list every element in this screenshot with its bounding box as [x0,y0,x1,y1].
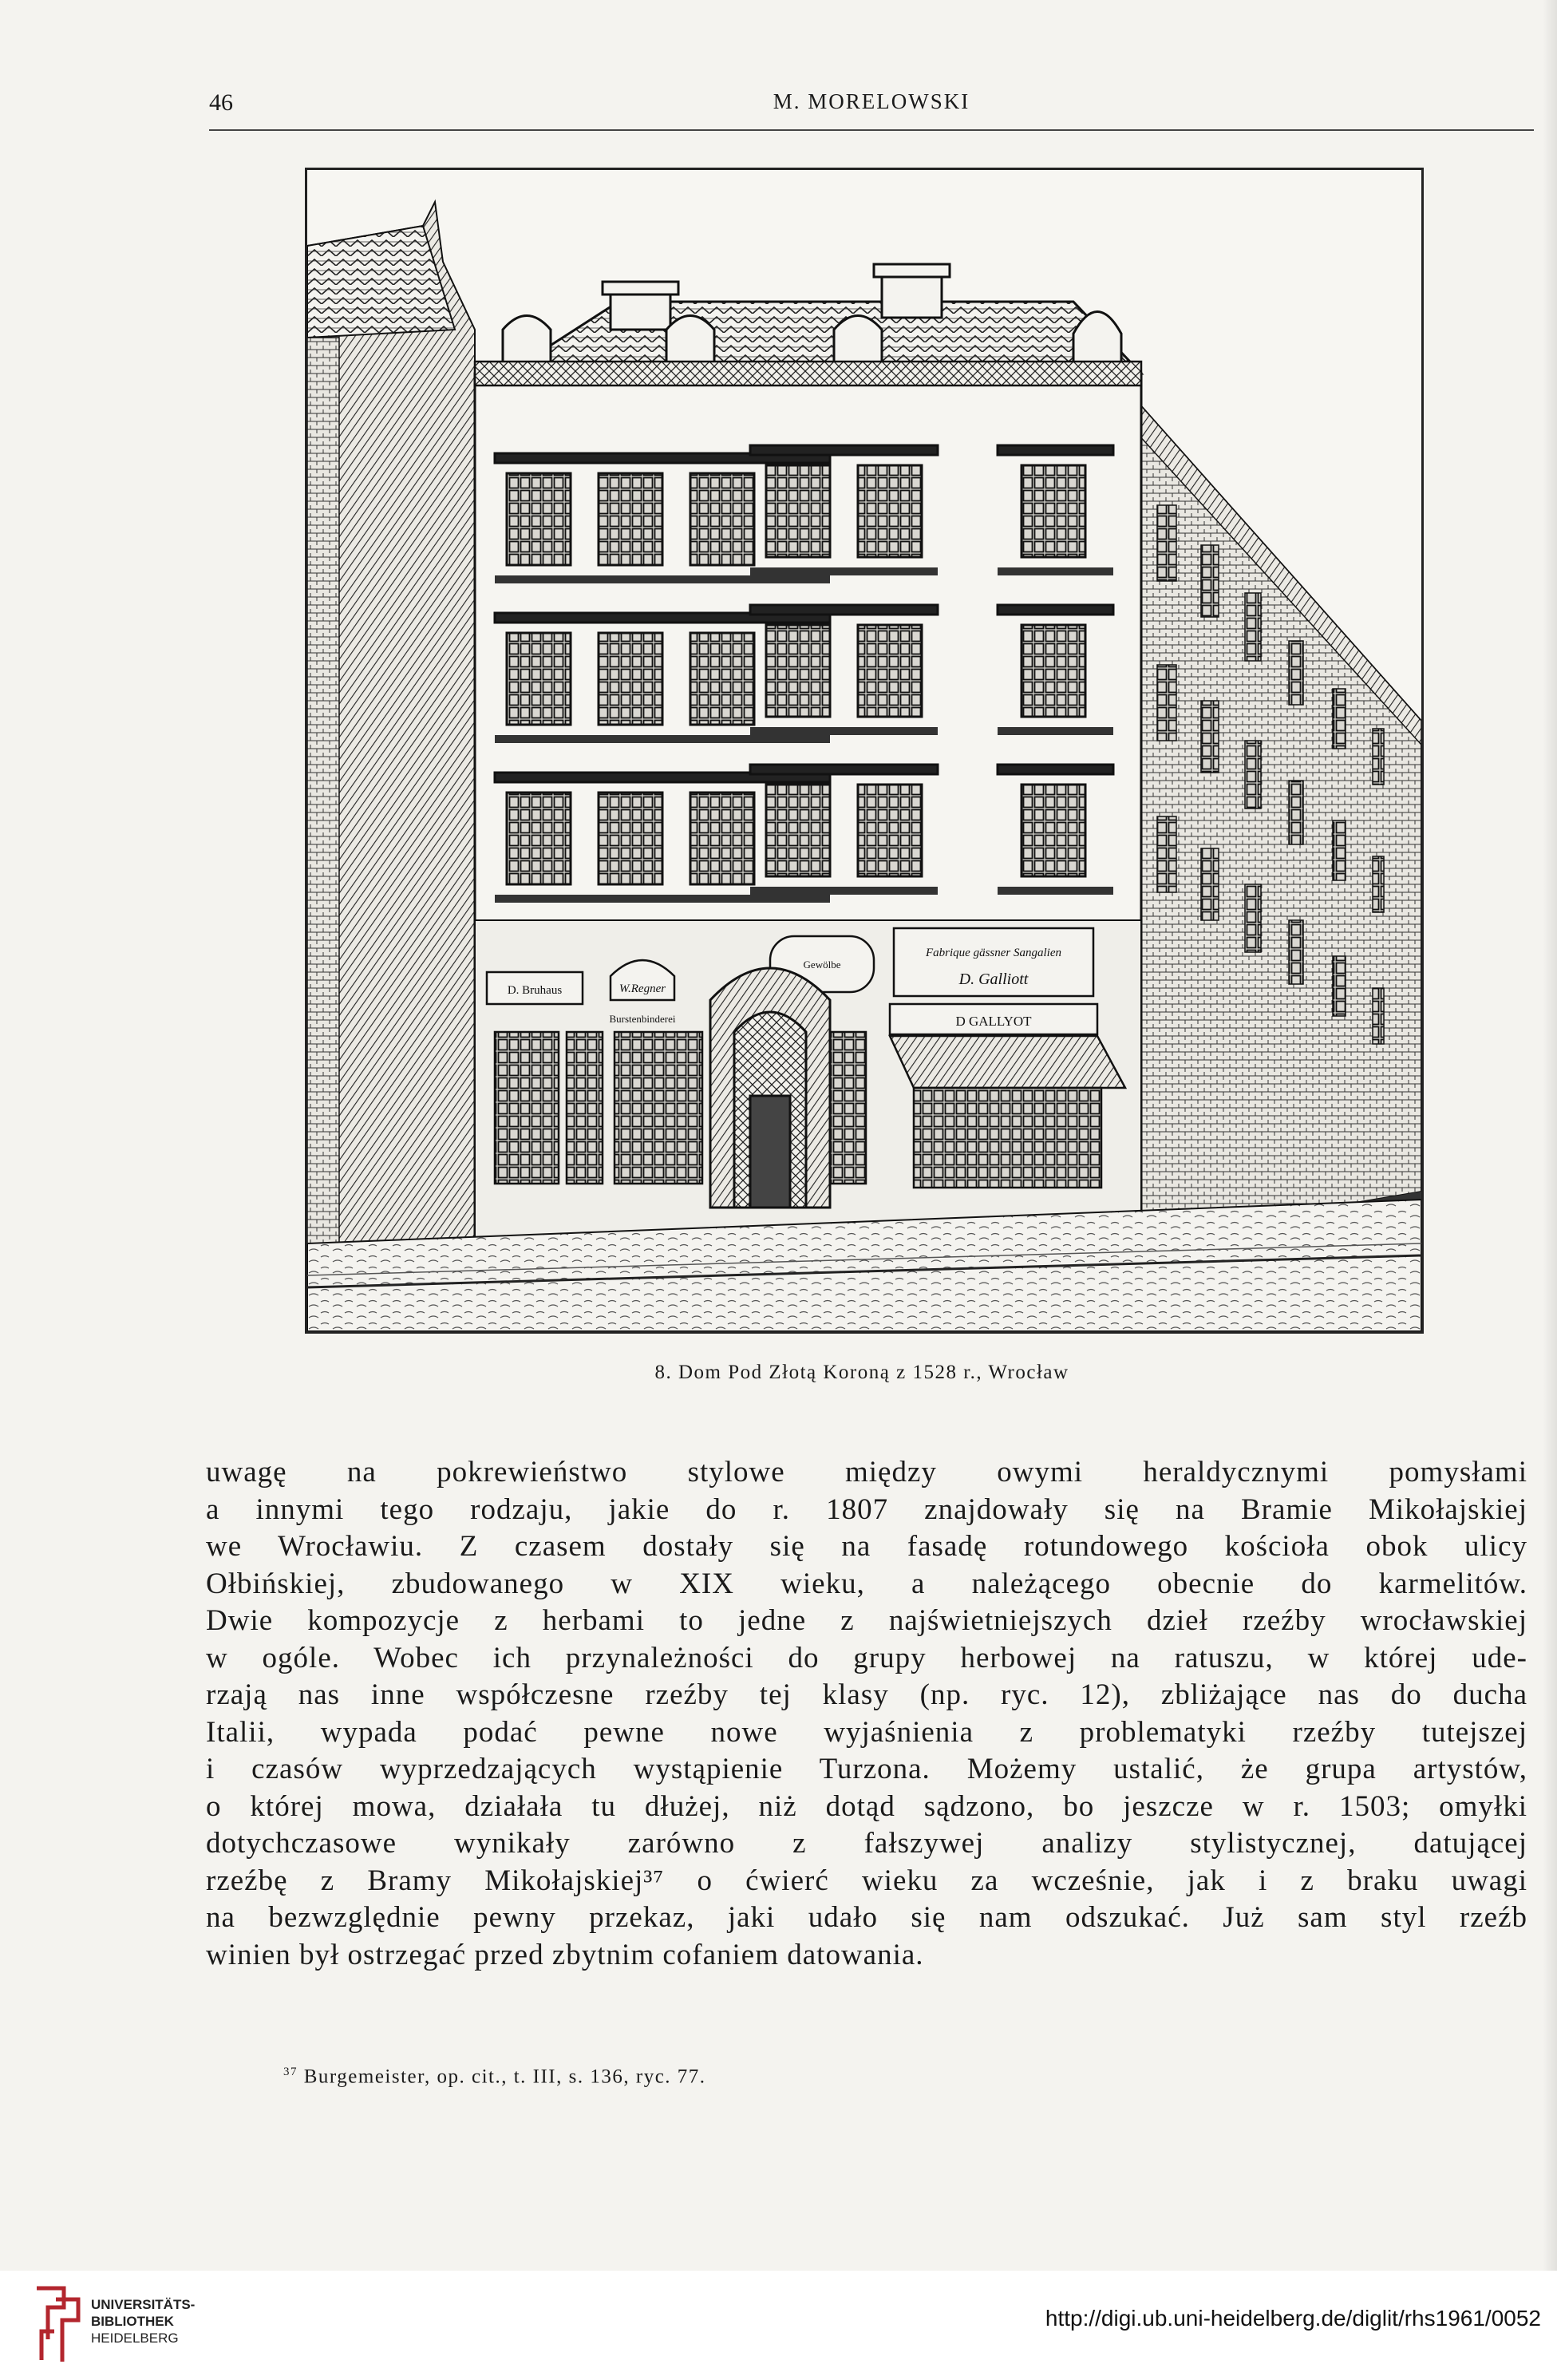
text-line: winien był ostrzegać przed zbytnim cofaniem datowania. [206,1938,924,1971]
text-line: rzają nas inne współczesne rzeźby tej klasy (np. ryc. 12), zbliżające nas do ducha [206,1678,1527,1711]
text-line: Dwie kompozycje z herbami to jedne z najświetniejszych dzieł rzeźby wrocławskiej [206,1604,1527,1637]
footnote-text: Burgemeister, op. cit., t. III, s. 136, ryc. 77. [303,2066,706,2088]
house-drawing [307,170,1421,1331]
text-line: uwagę na pokrewieństwo stylowe między owymi heraldycznymi pomysłami [206,1456,1527,1488]
text-line: w ogóle. Wobec ich przynależności do grupy herbowej na ratuszu, w której ude- [206,1641,1527,1674]
text-line: we Wrocławiu. Z czasem dostały się na fasadę rotundowego kościoła obok ulicy [206,1530,1527,1563]
page-number: 46 [209,89,233,116]
body-text [206,1454,1527,1974]
building-illustration [305,168,1424,1334]
text-line: Ołbińskiej, zbudowanego w XIX wieku, a należącego obecnie do karmelitów. [206,1567,1527,1600]
footnote [283,2066,706,2088]
sign-brauhaus: D. Bruhaus [507,984,563,997]
text-line: i czasów wyprzedzających wystąpienie Turzona. Możemy ustalić, że grupa artystów, [206,1753,1527,1785]
footnote-marker: 37 [283,2066,298,2078]
source-url-link[interactable]: http://digi.ub.uni-heidelberg.de/diglit/rhs1961/0052 [1045,2306,1541,2331]
figure-caption: 8. Dom Pod Złotą Koroną z 1528 r., Wrocław [654,1362,1069,1383]
sign-galliott: D. Galliott [958,971,1029,988]
library-footer [0,2271,1557,2380]
text-line: o której mowa, działała tu dłużej, niż dotąd sądzono, bo jeszcze w r. 1503; omyłki [206,1789,1527,1823]
sign-fabrique: Fabrique gässner Sangalien [926,947,1061,959]
sign-burstenbinderei: Burstenbinderei [609,1013,676,1025]
text-line: na bezwzględnie pewny przekaz, jaki udało się nam odszukać. Już sam styl rzeźb [206,1901,1527,1934]
ub-heidelberg-logo-icon [32,2283,83,2366]
sign-gallyot: D GALLYOT [955,1014,1032,1029]
text-line: rzeźbę z Bramy Mikołajskiej³⁷ o ćwierć wieku za wcześnie, jak i z braku uwagi [206,1864,1527,1897]
sign-oval: Gewölbe [803,959,841,971]
text-line: dotychczasowe wynikały zarówno z fałszywej analizy stylistycznej, datującej [206,1827,1527,1860]
sign-regner: W.Regner [618,982,666,995]
running-header [209,89,1534,131]
institution-name: UNIVERSITÄTS- BIBLIOTHEK HEIDELBERG [91,2297,196,2346]
running-title: M. MORELOWSKI [773,89,970,113]
text-line: a innymi tego rodzaju, jakie do r. 1807 znajdowały się na Bramie Mikołajskiej [206,1492,1527,1526]
text-line: Italii, wypada podać pewne nowe wyjaśnienia z problematyki rzeźby tutejszej [206,1715,1527,1749]
